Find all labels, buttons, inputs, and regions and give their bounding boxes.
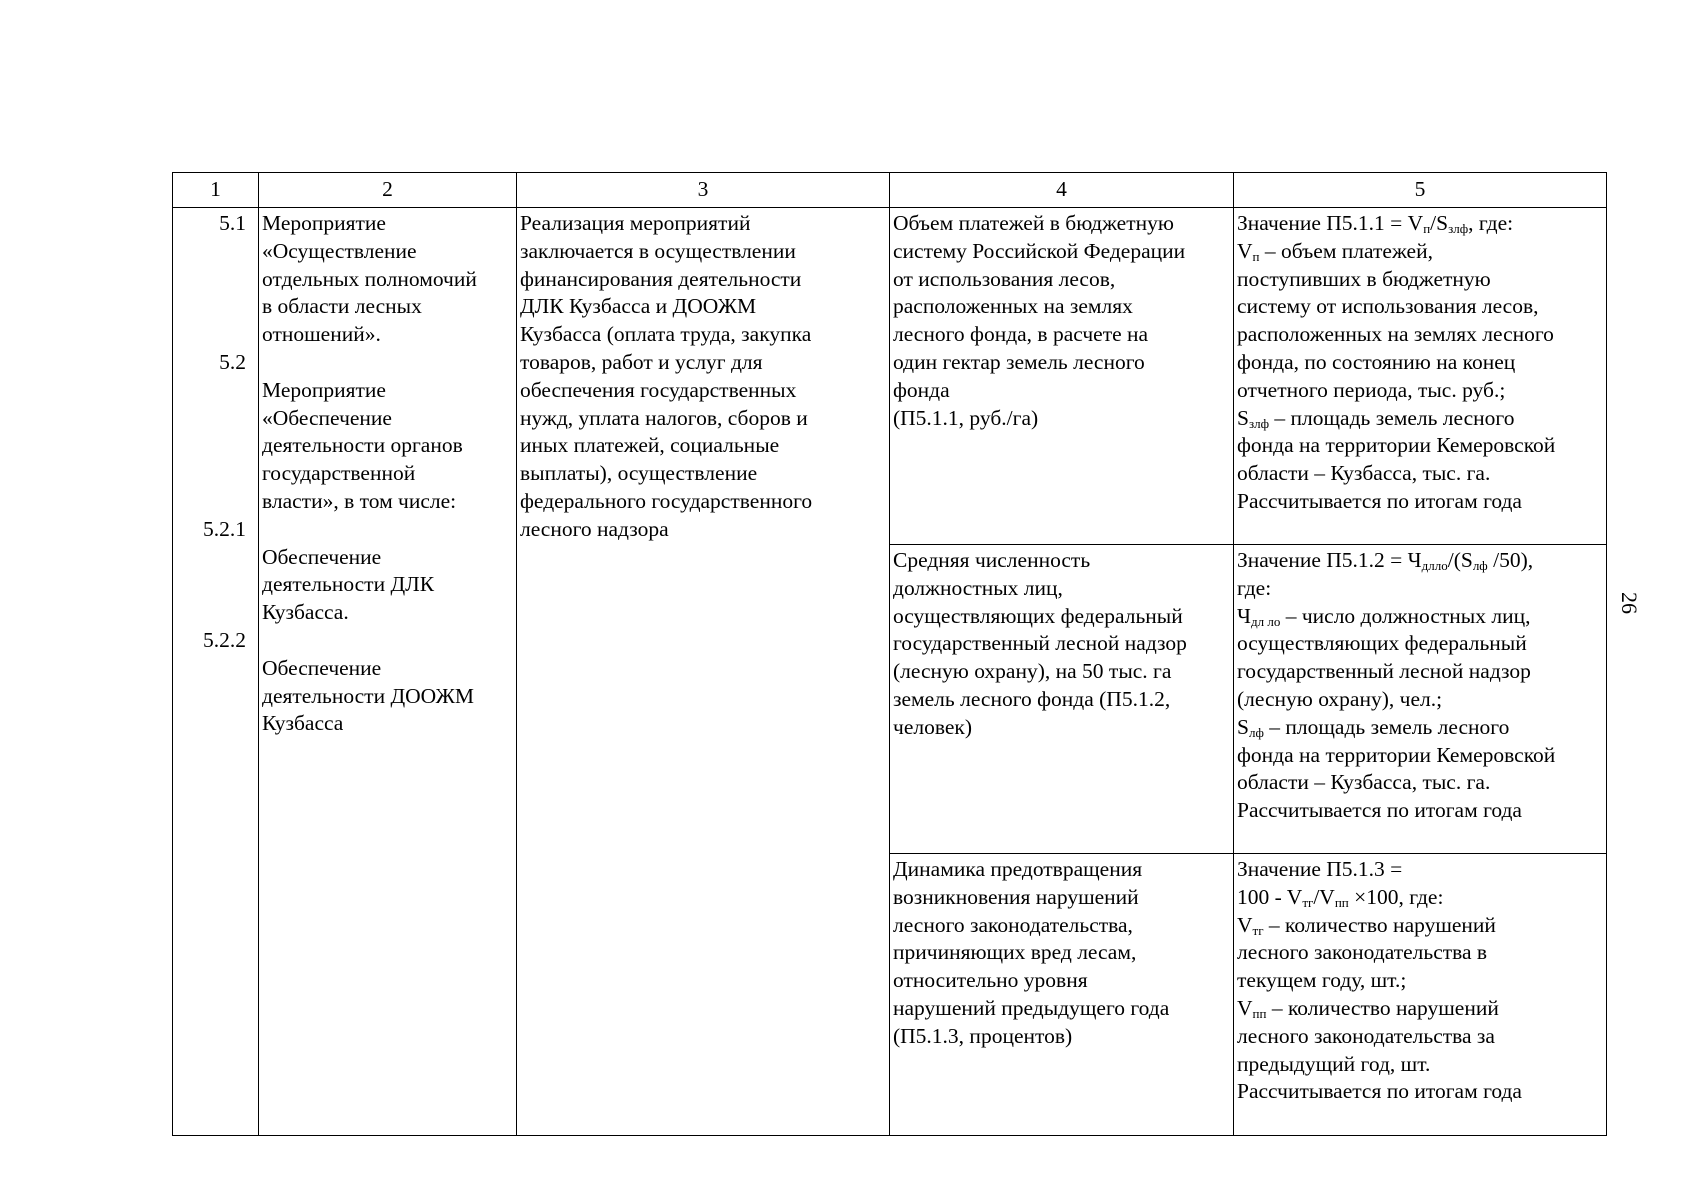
indicator-line: расположенных на землях [893,294,1133,319]
indicator-line: (П5.1.1, руб./га) [893,405,1039,430]
measure-5-2-line: государственной [262,461,416,486]
formula-line: фонда на территории Кемеровской [1237,433,1556,458]
indicator-line: Динамика предотвращения [893,857,1143,881]
indicator-line: причиняющих вред лесам, [893,940,1137,965]
formula-line: текущем году, шт.; [1237,968,1407,993]
formula-line: Значение $П5.1.2 = Ч_{дллo}/(S_{лф}$ /50), [1237,548,1534,573]
indicator-line: относительно уровня [893,968,1088,993]
description-line: Кузбасса (оплата труда, закупка [520,322,812,347]
formula-line: лесного законодательства за [1237,1023,1495,1048]
indicator-line: нарушений предыдущего года [893,995,1170,1020]
indicator-line: Объем платежей в бюджетную [893,211,1174,235]
measure-5-2-line: Мероприятие [262,377,386,402]
header-cell-1: 1 [173,173,259,208]
measure-name-cell [259,208,517,1136]
formula-line: $V_п$ – объем платежей, [1237,238,1433,264]
formula-line: государственный лесной надзор [1237,659,1531,684]
description-line: нужд, уплата налогов, сборов и [520,405,808,430]
measure-5-2-line: власти», в том числе: [262,488,457,513]
measure-5-2-2-line: Кузбасса [262,711,344,736]
formula-line: Рассчитывается по итогам года [1237,1079,1522,1104]
measure-description-cell [517,208,890,1136]
formula-line: поступивших в бюджетную [1237,266,1491,291]
formula-line: где: [1237,575,1272,600]
measure-5-2-1-line: деятельности ДЛК [262,572,435,597]
formula-line: лесного законодательства в [1237,940,1488,965]
item-number-5-2-1: 5.2.1 [203,516,246,541]
page-number: 26 [1617,592,1642,614]
indicator-line: человек) [893,714,973,739]
measure-5-1-line: отдельных полномочий [262,266,477,291]
description-line: заключается в осуществлении [520,238,796,263]
measure-5-2-2-line: деятельности ДООЖМ [262,683,475,708]
description-line: Реализация мероприятий [520,211,751,235]
item-number-5-1: 5.1 [219,211,246,235]
measure-5-1-line: Мероприятие [262,211,386,235]
header-cell-2: 2 [259,173,517,208]
formula-line: (лесную охрану), чел.; [1237,686,1443,711]
formula-p511-cell [1234,208,1607,545]
formula-line: области – Кузбасса, тыс. га. [1237,770,1491,795]
measure-5-2-2-line: Обеспечение [262,655,382,680]
description-line: выплаты), осуществление [520,461,758,486]
measure-5-2-line: «Обеспечение [262,405,392,430]
item-number-5-2: 5.2 [219,349,246,374]
description-line: лесного надзора [520,516,669,541]
formula-line: систему от использования лесов, [1237,294,1539,319]
formula-line: $V_{пп}$ – количество нарушений [1237,995,1499,1021]
formula-line: Значение $П5.1.1 = V_п/S_{злф}$, где: [1237,211,1514,236]
measure-5-1-line: отношений». [262,322,381,347]
formula-line: осуществляющих федеральный [1237,631,1527,656]
indicator-table [172,172,1607,1136]
indicator-line: государственный лесной надзор [893,631,1187,656]
description-line: товаров, работ и услуг для [520,349,763,374]
formula-line: $S_{лф}$ – площадь земель лесного [1237,714,1510,740]
header-cell-4: 4 [890,173,1234,208]
formula-line: Рассчитывается по итогам года [1237,488,1522,513]
indicator-line: должностных лиц, [893,575,1063,600]
formula-line: $Ч_{дл лo}$ – число должностных лиц, [1237,603,1531,629]
table-row [173,208,1607,545]
indicator-line: (лесную охрану), на 50 тыс. га [893,659,1172,684]
description-line: иных платежей, социальные [520,433,780,458]
formula-line: фонда, по состоянию на конец [1237,349,1516,374]
indicator-line: лесного фонда, в расчете на [893,322,1149,347]
item-number-cell [173,208,259,1136]
item-number-5-2-2: 5.2.2 [203,627,246,652]
indicator-p511-cell [890,208,1234,545]
formula-p512-cell [1234,545,1607,854]
formula-line: $S_{злф}$ – площадь земель лесного [1237,405,1515,431]
indicator-line: один гектар земель лесного [893,349,1145,374]
indicator-line: фонда [893,377,950,402]
indicator-line: от использования лесов, [893,266,1116,291]
measure-5-2-1-line: Обеспечение [262,544,382,569]
formula-line: Рассчитывается по итогам года [1237,798,1522,823]
description-line: финансирования деятельности [520,266,802,291]
measure-5-2-1-line: Кузбасса. [262,600,349,625]
formula-line: отчетного периода, тыс. руб.; [1237,377,1506,402]
formula-line: $100 - V_{тг}/V_{пп} \times 100$, где: [1237,884,1444,910]
header-cell-5: 5 [1234,173,1607,208]
table-header-row [173,173,1607,208]
indicator-line: осуществляющих федеральный [893,603,1183,628]
measure-5-2-line: деятельности органов [262,433,463,458]
formula-line: предыдущий год, шт. [1237,1051,1431,1076]
indicator-p512-cell [890,545,1234,854]
header-cell-3: 3 [517,173,890,208]
indicator-line: систему Российской Федерации [893,238,1186,263]
measure-5-1-line: «Осуществление [262,238,417,263]
indicator-p513-cell [890,854,1234,1136]
indicator-line: лесного законодательства, [893,912,1133,937]
indicator-line: Средняя численность [893,548,1091,572]
indicator-line: (П5.1.3, процентов) [893,1023,1073,1048]
formula-line: расположенных на землях лесного [1237,322,1554,347]
formula-line: $V_{тг}$ – количество нарушений [1237,912,1496,938]
measure-5-1-line: в области лесных [262,294,422,319]
formula-line: области – Кузбасса, тыс. га. [1237,461,1491,486]
description-line: обеспечения государственных [520,377,797,402]
description-line: ДЛК Кузбасса и ДООЖМ [520,294,757,319]
indicator-line: возникновения нарушений [893,884,1139,909]
formula-line: фонда на территории Кемеровской [1237,742,1556,767]
formula-line: Значение П5.1.3 = [1237,857,1403,881]
formula-p513-cell [1234,854,1607,1136]
description-line: федерального государственного [520,488,813,513]
indicator-line: земель лесного фонда (П5.1.2, [893,686,1171,711]
